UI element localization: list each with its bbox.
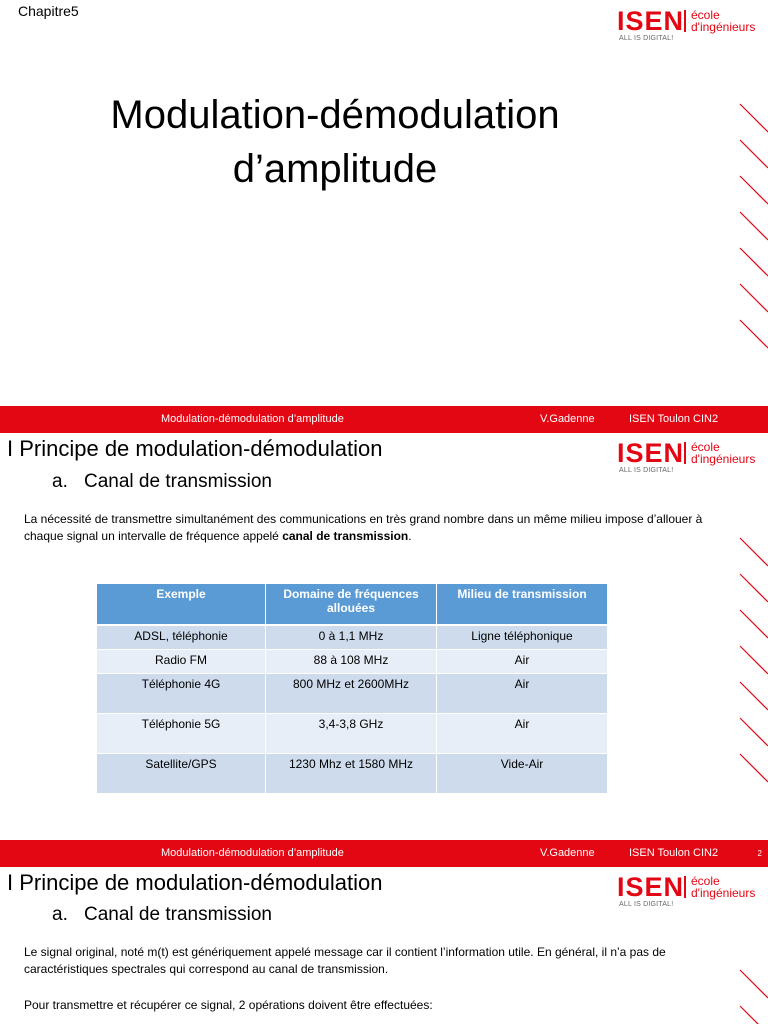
footer-title: Modulation-démodulation d’amplitude (161, 413, 344, 425)
footer-author: V.Gadenne (540, 847, 595, 859)
table-row (97, 753, 608, 793)
logo-tagline: ALL IS DIGITAL! (619, 901, 674, 908)
logo-school: école d'ingénieurs (691, 440, 756, 466)
table-cell: 3,4-3,8 GHz (266, 713, 437, 753)
slide-3 (0, 840, 768, 1024)
page-number: 2 (757, 849, 762, 858)
isen-logo (617, 6, 767, 52)
decorative-lines-icon (736, 966, 768, 1024)
table-row (97, 649, 608, 673)
table-cell: Air (437, 673, 608, 713)
subsection-heading: a. Canal de transmission (52, 904, 272, 925)
logo-separator (684, 876, 686, 898)
logo-brand: ISEN (617, 438, 685, 468)
paragraph: Le signal original, noté m(t) est génériquement appelé message car il contient l’information utile. En général, il n’a pas de caractéristiques spectrales qui correspond au canal de transmission. (24, 945, 666, 976)
column-header: Domaine de fréquences allouées (266, 584, 437, 625)
table-cell: 1230 Mhz et 1580 MHz (266, 753, 437, 793)
footer-author: V.Gadenne (540, 413, 595, 425)
logo-tagline: ALL IS DIGITAL! (619, 467, 674, 474)
decorative-lines-icon (736, 534, 768, 794)
table-cell: Air (437, 713, 608, 753)
table-cell: Téléphonie 5G (97, 713, 266, 753)
chapter-label: Chapitre5 (18, 3, 79, 19)
table-row (97, 625, 608, 649)
table-row (97, 673, 608, 713)
logo-school: école d'ingénieurs (691, 8, 756, 34)
subsection-heading: a. Canal de transmission (52, 471, 272, 492)
logo-brand: ISEN (617, 872, 685, 902)
column-header: Milieu de transmission (437, 584, 608, 625)
isen-logo (617, 438, 767, 484)
decorative-lines-icon (736, 100, 768, 360)
table-cell: 800 MHz et 2600MHz (266, 673, 437, 713)
footer-institution: ISEN Toulon CIN2 (629, 847, 719, 859)
table-cell: Vide-Air (437, 753, 608, 793)
slide-footer (0, 840, 768, 867)
table-cell: Satellite/GPS (97, 753, 266, 793)
isen-logo (617, 872, 767, 918)
logo-school: école d'ingénieurs (691, 874, 756, 900)
section-heading: I Principe de modulation-démodulation (7, 436, 383, 461)
table-row (97, 713, 608, 753)
logo-brand: ISEN (617, 6, 685, 36)
slide-title (0, 0, 768, 406)
paragraph: La nécessité de transmettre simultanément des communications en très grand nombre dans un même milieu impose d’allouer à chaque signal un intervalle de fréquence appelé canal de transmission. (24, 512, 703, 543)
table-cell: ADSL, téléphonie (97, 625, 266, 649)
footer-institution: ISEN Toulon CIN2 (629, 413, 719, 425)
logo-tagline: ALL IS DIGITAL! (619, 35, 674, 42)
slide-2 (0, 406, 768, 840)
paragraph: Pour transmettre et récupérer ce signal, 2 opérations doivent être effectuées: (24, 998, 433, 1012)
column-header: Exemple (97, 584, 266, 625)
table-cell: Radio FM (97, 649, 266, 673)
table-header-row (97, 584, 608, 625)
table-cell: Air (437, 649, 608, 673)
table-cell: Téléphonie 4G (97, 673, 266, 713)
logo-separator (684, 10, 686, 32)
section-heading: I Principe de modulation-démodulation (7, 870, 383, 895)
table-cell: Ligne téléphonique (437, 625, 608, 649)
table-cell: 0 à 1,1 MHz (266, 625, 437, 649)
slide-footer (0, 406, 768, 433)
logo-separator (684, 442, 686, 464)
frequency-table (97, 584, 608, 794)
footer-title: Modulation-démodulation d’amplitude (161, 847, 344, 859)
table-cell: 88 à 108 MHz (266, 649, 437, 673)
presentation-title: Modulation-démodulation d’amplitude (110, 93, 560, 191)
